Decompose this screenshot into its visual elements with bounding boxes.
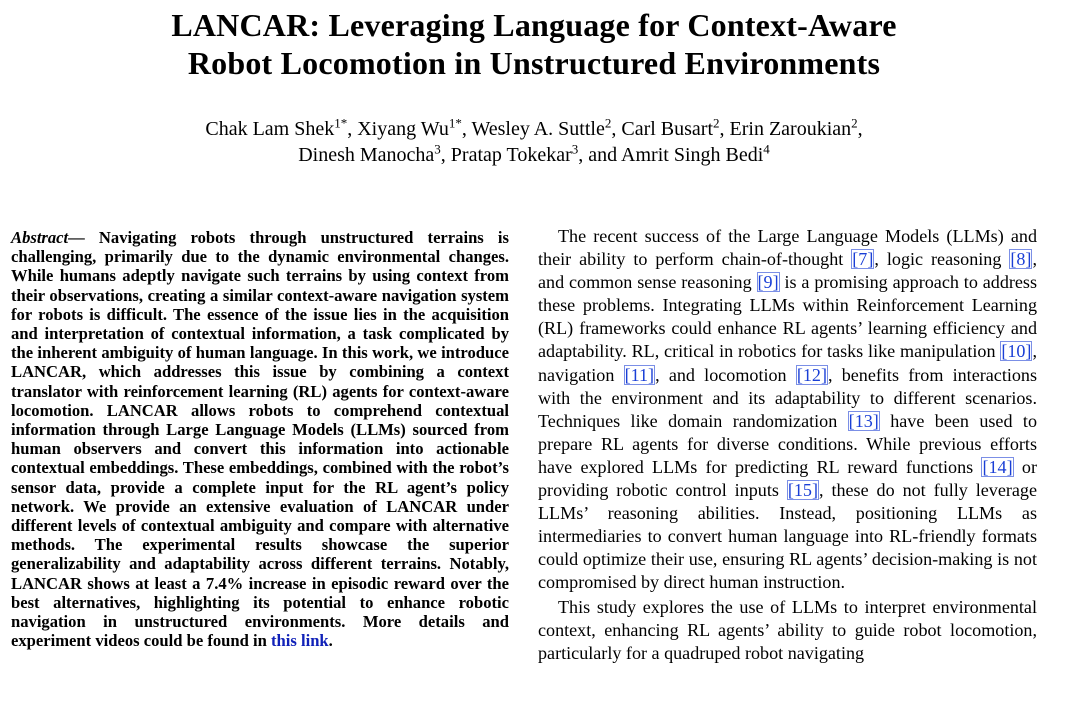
intro-text: , logic reasoning [874,249,1010,270]
authors-line-2 [40,142,1028,168]
line1-author-name: Chak Lam Shek [205,118,335,140]
line1-author-separator: , [461,118,472,140]
line2-author-name: Dinesh Manocha [298,144,435,166]
line1-author-affiliation: 2 [713,115,720,131]
title-line-1: LANCAR: Leveraging Language for Context-Aware [171,7,897,43]
intro-text: The recent success of the Large Language Models (LLMs) and their ability to perform chain-of-thought [538,226,1037,270]
citation-link[interactable]: [15] [787,480,818,501]
intro-paragraph-1 [538,225,1037,595]
line1-author-separator: , [347,118,358,140]
intro-text: , and common sense reasoning [538,249,1037,293]
line1-author-affiliation: 1* [448,115,462,131]
line1-author-name: Xiyang Wu [357,118,449,140]
introduction-column [538,225,1037,666]
line1-author-separator: , [611,118,622,140]
line1-author-name: Wesley A. Suttle [471,118,605,140]
project-link[interactable]: this link [271,631,329,651]
citation-link[interactable]: [11] [624,364,655,385]
intro-paragraph-2: This study explores the use of LLMs to interpret environmental context, enhancing RL agents’ ability to guide robot locomotion, particularly for a quadruped robot navigating [538,596,1037,663]
line2-author-name: Pratap Tokekar [450,144,572,166]
line1-author-separator: , [857,118,863,140]
line2-author-separator: , and [578,144,622,166]
intro-text: is a promising approach to address these problems. Integrating LLMs within Reinforcement Learning (RL) frameworks could enhance RL agents’ learning efficiency and adaptability. RL, critical in robotics for tasks like manipulation [538,272,1038,362]
line1-author-name: Carl Busart [621,118,714,140]
citation-link[interactable]: [9] [757,272,779,293]
paper-title [40,6,1028,82]
citation-link[interactable]: [10] [1001,341,1032,362]
abstract-end: . [328,631,333,651]
line1-author-affiliation: 2 [604,115,612,131]
line2-author-separator: , [440,144,451,166]
citation-link[interactable]: [7] [852,249,874,270]
line2-author-affiliation: 3 [434,141,441,157]
abstract-dash: — [68,228,99,247]
citation-link[interactable]: [8] [1010,249,1032,270]
citation-link[interactable]: [12] [796,364,827,385]
title-line-2: Robot Locomotion in Unstructured Environments [187,45,881,81]
line1-author-name: Erin Zaroukian [729,118,852,140]
line2-author-affiliation: 3 [571,141,579,157]
line1-author-separator: , [719,118,730,140]
abstract-heading: Abstract [11,228,69,247]
line1-author-affiliation: 2 [851,115,858,131]
authors-line-1 [40,116,1028,142]
intro-text: have been used to prepare RL agents for diverse conditions. While previous efforts have explored LLMs for predicting RL reward functions [538,410,1037,477]
intro-text: , and locomotion [655,364,796,385]
abstract [11,228,509,650]
intro-text: , these do not fully leverage LLMs’ reasoning abilities. Instead, positioning LLMs as intermediaries to convert human language into RL-friendly formats could optimize their use, ensuring RL agents’ decision-making is not compromised by direct human instruction. [538,480,1037,593]
line2-author-affiliation: 4 [763,141,770,157]
abstract-body: Navigating robots through unstructured terrains is challenging, primarily due to the dynamic environmental changes. While humans adeptly navigate such terrains by using context from their observations, creating a similar context-aware navigation system for robots is difficult. The essence of the issue lies in the acquisition and interpretation of contextual information, a task complicated by the inherent ambiguity of human language. In this work, we introduce LANCAR, which addresses this issue by combining a context translator with reinforcement learning (RL) agents for context-aware locomotion. LANCAR allows robots to comprehend contextual information through Large Language Models (LLMs) sourced from human observers and convert this information into actionable contextual embeddings. These embeddings, combined with the robot’s sensor data, provide a complete input for the RL agent’s policy network. We provide an extensive evaluation of LANCAR under different levels of contextual ambiguity and compare with alternative methods. The experimental results showcase the superior generalizability and adaptability across different terrains. Notably, LANCAR shows at least a 7.4% increase in episodic reward over the best alternatives, highlighting its potential to enhance robotic navigation in unstructured environments. More details and experiment videos could be found in [11,228,509,651]
author-list [40,116,1028,168]
line2-author-name: Amrit Singh Bedi [621,144,764,166]
citation-link[interactable]: [14] [982,456,1013,477]
intro-text: , navigation [538,341,1037,385]
intro-text: , benefits from interactions with the environment and its adaptability to different scenarios. Techniques like domain randomization [538,364,1038,431]
citation-link[interactable]: [13] [848,410,879,431]
line1-author-affiliation: 1* [334,115,348,131]
intro-text: or providing robotic control inputs [538,456,1037,501]
